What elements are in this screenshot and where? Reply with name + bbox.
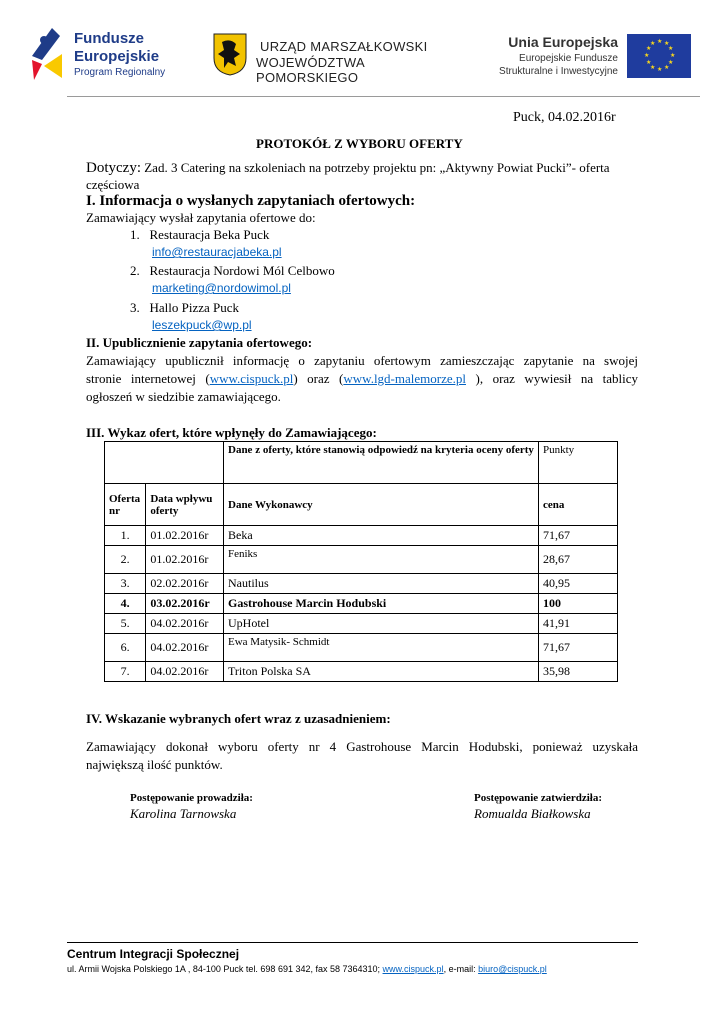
offer-price: 40,95 [539, 574, 618, 594]
funds-logo [32, 26, 182, 82]
section-2-line1: Zamawiający upublicznił informację o zapytaniu ofertowym zamieszczając zapytanie na swojej [86, 353, 638, 368]
offer-price: 71,67 [539, 526, 618, 546]
funds-logo-line1: Fundusze [74, 30, 144, 47]
section-4-title: IV. Wskazanie wybranych ofert wraz z uzasadnieniem: [86, 711, 391, 726]
offer-no: 7. [105, 662, 146, 682]
offer-contractor: UpHotel [224, 614, 539, 634]
section-1-title: I. Informacja o wysłanych zapytaniach ofertowych: [86, 193, 416, 209]
offer-price: 71,67 [539, 634, 618, 662]
funds-logo-line3: Program Regionalny [74, 67, 166, 78]
footer-email-label: , e-mail: [443, 964, 479, 974]
section-2-line2 [86, 370, 638, 388]
table-row [105, 574, 618, 594]
svg-text:★: ★ [657, 38, 663, 45]
section-2-pre: stronie internetowej ( [86, 371, 210, 386]
eu-logo-line3: Strukturalne i Inwestycyjne [499, 66, 618, 77]
recipient-1-email[interactable]: info@restauracjabeka.pl [152, 245, 282, 259]
header-divider [67, 96, 700, 97]
table-top-header: Dane z oferty, które stanowią odpowiedź na kryteria oceny oferty [224, 442, 539, 484]
svg-text:★: ★ [670, 52, 676, 59]
eu-logo [488, 32, 698, 82]
section-2-body [86, 352, 638, 406]
offer-contractor: Nautilus [224, 574, 539, 594]
offer-price: 35,98 [539, 662, 618, 682]
sign-right-name: Romualda Białkowska [474, 806, 591, 821]
svg-text:★: ★ [646, 45, 652, 52]
section-1-intro: Zamawiający wysłał zapytania ofertowe do: [86, 210, 316, 225]
offer-contractor: Beka [224, 526, 539, 546]
table-row [105, 634, 618, 662]
section-4-line2: największą ilość punktów. [86, 757, 223, 772]
doc-title: PROTOKÓŁ Z WYBORU OFERTY [256, 136, 463, 151]
subject-line2: częściowa [86, 177, 140, 192]
offer-contractor: Triton Polska SA [224, 662, 539, 682]
col-contractor: Dane Wykonawcy [224, 484, 539, 526]
recipient-2-num: 2. [130, 263, 140, 278]
section-2-mid: ) oraz ( [293, 371, 344, 386]
table-top-empty-cell [105, 442, 224, 484]
table-row-selected [105, 594, 618, 614]
offer-date: 04.02.2016r [146, 662, 224, 682]
office-logo-line2: WOJEWÓDZTWA POMORSKIEGO [256, 55, 365, 85]
col-price: cena [539, 484, 618, 526]
table-top-points: Punkty [539, 442, 618, 484]
offer-date: 01.02.2016r [146, 526, 224, 546]
section-2-post: ), oraz wywiesił na tablicy [466, 371, 639, 386]
recipient-2-name: Restauracja Nordowi Mól Celbowo [149, 263, 335, 278]
section-3-title: III. Wykaz ofert, które wpłynęły do Zamawiającego: [86, 425, 377, 440]
recipient-3-name: Hallo Pizza Puck [149, 300, 240, 315]
recipient-3-num: 3. [130, 300, 140, 315]
offer-no: 4. [105, 594, 146, 614]
svg-text:★: ★ [644, 52, 650, 59]
offer-price: 28,67 [539, 546, 618, 574]
section-2-title: II. Upublicznienie zapytania ofertowego: [86, 335, 313, 350]
svg-text:★: ★ [650, 40, 656, 47]
footer-email-link[interactable]: biuro@cispuck.pl [478, 964, 547, 974]
footer-website-link[interactable]: www.cispuck.pl [382, 964, 444, 974]
footer-org: Centrum Integracji Społecznej [67, 947, 240, 961]
offer-date: 03.02.2016r [146, 594, 224, 614]
funds-logo-icon [32, 26, 66, 82]
cispuck-link[interactable]: www.cispuck.pl [209, 371, 294, 386]
svg-text:★: ★ [664, 64, 670, 71]
place-date: Puck, 04.02.2016r [513, 110, 616, 125]
section-4-line1: Zamawiający dokonał wyboru oferty nr 4 Gastrohouse Marcin Hodubski, ponieważ uzyskała [86, 739, 638, 754]
offers-table [104, 441, 618, 682]
footer-address: ul. Armii Wojska Polskiego 1A , 84-100 Puck tel. 698 691 342, fax 58 7364310; [67, 964, 383, 974]
offer-contractor: Ewa Matysik- Schmidt [224, 634, 539, 662]
offer-contractor: Gastrohouse Marcin Hodubski [224, 594, 539, 614]
offer-no: 2. [105, 546, 146, 574]
sign-left-label: Postępowanie prowadziła: [130, 792, 253, 804]
recipient-1 [130, 227, 269, 243]
offer-date: 02.02.2016r [146, 574, 224, 594]
offer-date: 01.02.2016r [146, 546, 224, 574]
recipient-2-email[interactable]: marketing@nordowimol.pl [152, 281, 291, 295]
subject-label: Dotyczy: [86, 160, 141, 176]
griffin-emblem-icon [212, 32, 248, 76]
offer-price: 100 [539, 594, 618, 614]
svg-text:★: ★ [668, 45, 674, 52]
recipient-1-num: 1. [130, 227, 140, 242]
table-col-header-row [105, 484, 618, 526]
footer-contact [67, 964, 547, 974]
svg-text:★: ★ [657, 66, 663, 73]
office-logo [212, 32, 462, 85]
sign-right-label: Postępowanie zatwierdziła: [474, 792, 602, 804]
table-row [105, 526, 618, 546]
office-logo-line1: URZĄD MARSZAŁKOWSKI [260, 39, 428, 54]
table-top-header-row [105, 442, 618, 484]
subject-line1: Zad. 3 Catering na szkoleniach na potrzeby projektu pn: „Aktywny Powiat Pucki”- oferta [144, 160, 610, 175]
subject [86, 160, 646, 176]
offer-price: 41,91 [539, 614, 618, 634]
eu-logo-line1: Unia Europejska [508, 34, 618, 50]
funds-logo-line2: Europejskie [74, 48, 160, 65]
svg-text:★: ★ [646, 59, 652, 66]
table-row [105, 546, 618, 574]
svg-text:★: ★ [650, 64, 656, 71]
eu-flag-icon [627, 34, 691, 78]
svg-text:★: ★ [668, 59, 674, 66]
offer-contractor: Feniks [224, 546, 539, 574]
offer-no: 3. [105, 574, 146, 594]
eu-logo-line2: Europejskie Fundusze [519, 53, 618, 64]
col-offer-no: Oferta nr [105, 484, 146, 526]
recipient-1-name: Restauracja Beka Puck [149, 227, 270, 242]
table-row [105, 614, 618, 634]
offer-no: 5. [105, 614, 146, 634]
sign-left-name: Karolina Tarnowska [130, 806, 237, 821]
offer-date: 04.02.2016r [146, 634, 224, 662]
recipient-3-email[interactable]: leszekpuck@wp.pl [152, 318, 252, 332]
section-2-line3: ogłoszeń w siedzibie zamawiającego. [86, 389, 281, 404]
svg-text:★: ★ [664, 40, 670, 47]
section-4-body [86, 738, 638, 774]
lgd-link[interactable]: www.lgd-malemorze.pl [343, 371, 466, 386]
offer-date: 04.02.2016r [146, 614, 224, 634]
offer-no: 1. [105, 526, 146, 546]
recipient-3 [130, 300, 239, 316]
offer-no: 6. [105, 634, 146, 662]
col-date: Data wpływu oferty [146, 484, 224, 526]
recipient-2 [130, 263, 335, 279]
table-row [105, 662, 618, 682]
footer-divider [67, 942, 638, 943]
